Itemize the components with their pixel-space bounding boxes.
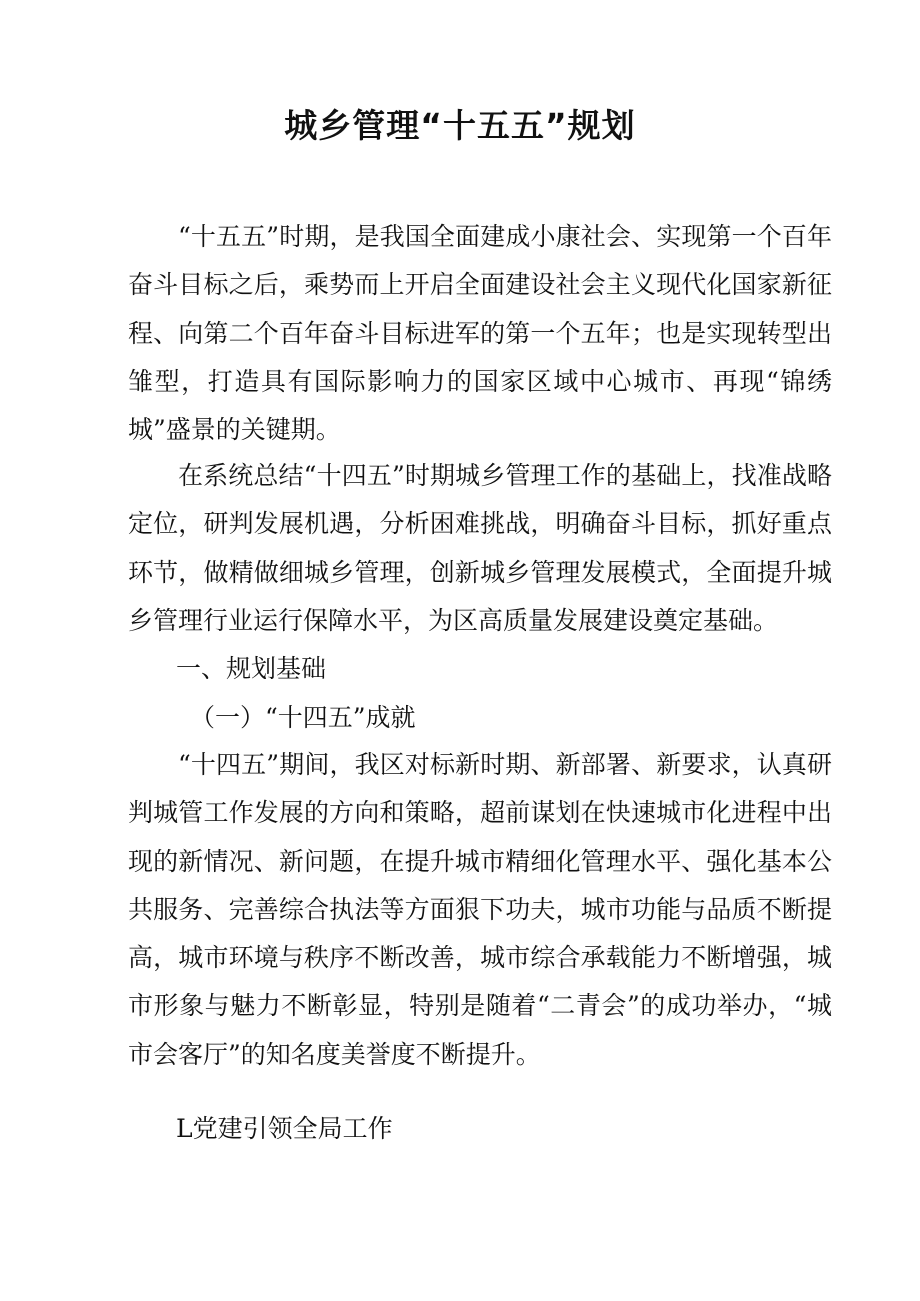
paragraph-intro: “十五五”时期，是我国全面建成小康社会、实现第一个百年奋斗目标之后，乘势而上开启全面建设社会主义现代化国家新征程、向第二个百年奋斗目标进军的第一个五年；也是实现转型出雏型，打造具有国际影响力的国家区域中心城市、再现“锦绣城”盛景的关键期。 bbox=[128, 222, 832, 445]
subsection-heading-achievements: （一）“十四五”成就 bbox=[190, 703, 416, 732]
item-heading-party-building: L党建引领全局工作 bbox=[176, 1114, 393, 1143]
document-title: 城乡管理“十五五”规划 bbox=[284, 106, 636, 145]
paragraph-achievements: “十四五”期间，我区对标新时期、新部署、新要求，认真研判城管工作发展的方向和策略，超前谋划在快速城市化进程中出现的新情况、新问题，在提升城市精细化管理水平、强化基本公共服务、完善综合执法等方面狠下功夫，城市功能与品质不断提高，城市环境与秩序不断改善，城市综合承载能力不断增强，城市形象与魅力不断彰显，特别是随着“二青会”的成功举办，“城市会客厅”的知名度美誉度不断提升。 bbox=[128, 750, 832, 1069]
section-heading-planning-basis: 一、规划基础 bbox=[176, 654, 327, 683]
paragraph-summary: 在系统总结“十四五”时期城乡管理工作的基础上，找准战略定位，研判发展机遇，分析困难挑战，明确奋斗目标，抓好重点环节，做精做细城乡管理，创新城乡管理发展模式，全面提升城乡管理行业运行保障水平，为区高质量发展建设奠定基础。 bbox=[128, 461, 832, 635]
